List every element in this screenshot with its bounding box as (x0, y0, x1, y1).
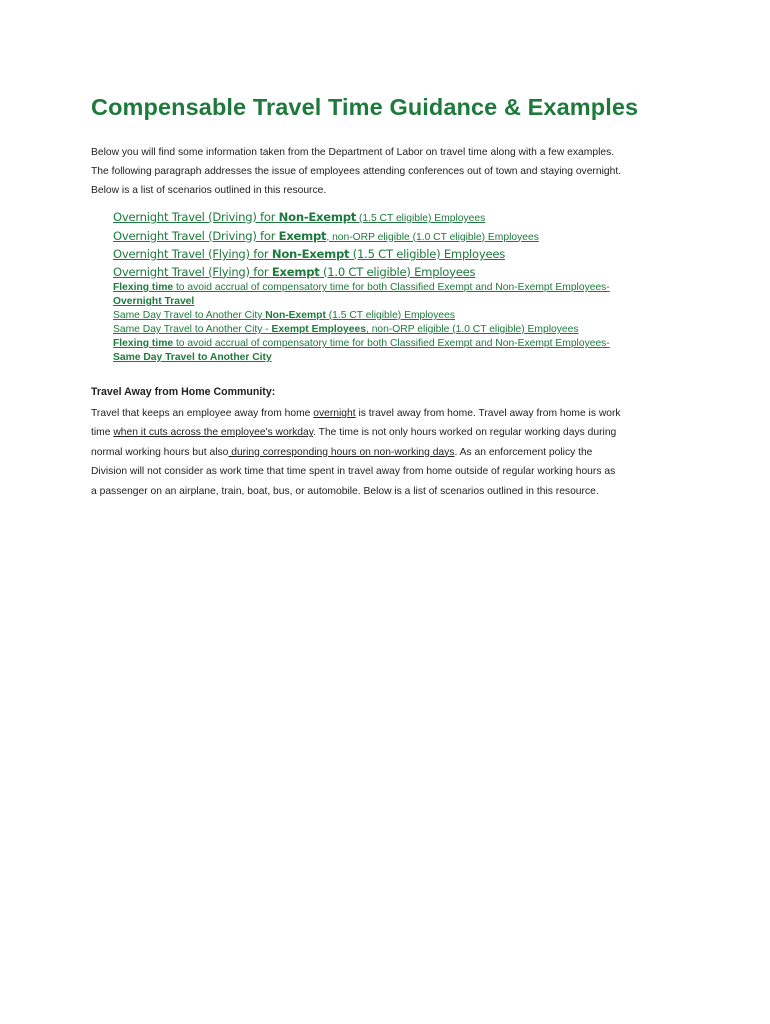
link-same-day-exempt[interactable]: Same Day Travel to Another City - Exempt Employees, non-ORP eligible (1.0 CT eligible) Employees (113, 324, 579, 335)
section-paragraph (91, 404, 691, 501)
intro-line-3: Below is a list of scenarios outlined in this resource. (91, 185, 327, 196)
link-same-day-nonexempt[interactable]: Same Day Travel to Another City Non-Exempt (1.5 CT eligible) Employees (113, 310, 456, 321)
page-title: Compensable Travel Time Guidance & Examples (91, 94, 639, 120)
link-flexing-time-same-day[interactable]: Flexing time to avoid accrual of compensatory time for both Classified Exempt and Non-Exempt Employees- Same Day Travel to Another City (113, 338, 610, 363)
paragraph-line-5: a passenger on an airplane, train, boat, bus, or automobile. Below is a list of scenarios outlined in this resource. (91, 485, 599, 497)
scenario-links (113, 209, 673, 365)
paragraph-line-4: Division will not consider as work time that time spent in travel away from home outside of regular working hours as (91, 466, 616, 478)
link-overnight-driving-nonexempt[interactable]: Overnight Travel (Driving) for Non-Exempt (1.5 CT eligible) Employees (113, 210, 486, 224)
intro-line-1: Below you will find some information taken from the Department of Labor on travel time along with a few examples. (91, 147, 615, 158)
paragraph-line-2: time when it cuts across the employee's workday. The time is not only hours worked on regular working days during (91, 427, 617, 439)
link-flexing-time-overnight[interactable]: Flexing time to avoid accrual of compensatory time for both Classified Exempt and Non-Exempt Employees- Overnight Travel (113, 282, 610, 307)
link-overnight-driving-exempt[interactable]: Overnight Travel (Driving) for Exempt, non-ORP eligible (1.0 CT eligible) Employees (113, 228, 539, 243)
link-overnight-flying-nonexempt[interactable]: Overnight Travel (Flying) for Non-Exempt (1.5 CT eligible) Employees (113, 247, 506, 261)
section-heading: Travel Away from Home Community: (91, 386, 276, 398)
paragraph-line-1: Travel that keeps an employee away from home overnight is travel away from home. Travel away from home is work (91, 408, 621, 419)
link-overnight-flying-exempt[interactable]: Overnight Travel (Flying) for Exempt (1.0 CT eligible) Employees (113, 264, 476, 279)
intro-line-2: The following paragraph addresses the issue of employees attending conferences out of town and staying overnight. (91, 166, 622, 177)
paragraph-line-3: normal working hours but also during corresponding hours on non-working days. As an enforcement policy the (91, 446, 593, 458)
